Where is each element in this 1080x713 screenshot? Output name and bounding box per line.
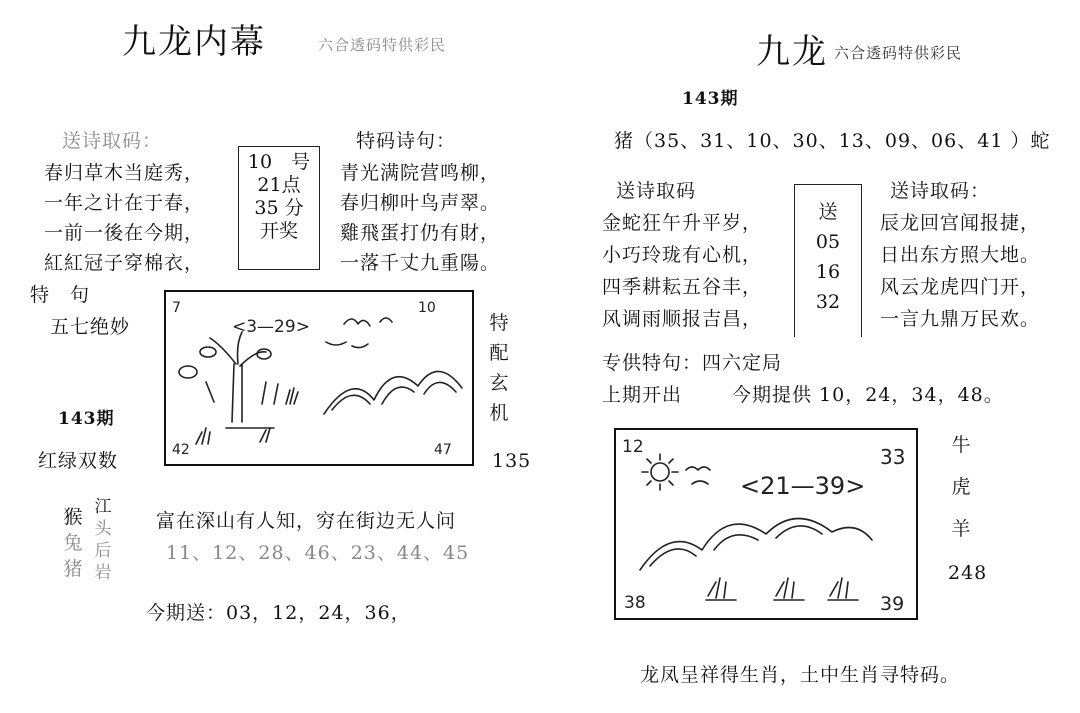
tree-trunk <box>232 364 242 422</box>
bird-scribble <box>686 467 710 484</box>
te-pei-char-4: 机 <box>489 402 509 424</box>
leaf <box>200 347 216 357</box>
left-title: 九龙内幕 <box>122 22 266 62</box>
right-sketch-top-left: 12 <box>622 437 644 457</box>
jiang-char-1: 江 <box>94 497 112 517</box>
right-send-label-right: 送诗取码： <box>890 180 991 202</box>
send-box-label: 送 <box>818 201 838 223</box>
sun-rays <box>642 454 678 490</box>
send-box-number-3: 32 <box>815 291 841 313</box>
saying-text: 富在深山有人知，穷在街边无人问 <box>156 510 457 532</box>
te-pei-char-1: 特 <box>489 312 509 334</box>
right-issue: 143期 <box>682 89 739 109</box>
right-poem-right-4: 一言九鼎万民欢。 <box>880 308 1041 330</box>
te-pei-char-2: 配 <box>489 342 509 364</box>
left-sketch-drawing <box>166 292 472 464</box>
leaf <box>257 349 271 359</box>
right-footer: 龙凤呈祥得生肖，土中生肖寻特码。 <box>640 664 961 686</box>
left-sketch-range: <3—29> <box>232 317 310 337</box>
left-sketch-bottom-left: 42 <box>172 442 190 458</box>
right-poem-right-2: 日出东方照大地。 <box>880 244 1041 266</box>
saying-numbers: 11、12、28、46、23、44、45 <box>166 542 470 564</box>
right-poem-right-3: 风云龙虎四门开， <box>880 276 1041 298</box>
left-sketch-bottom-right: 47 <box>434 442 452 458</box>
right-sketch-top-right: 33 <box>880 445 906 469</box>
left-poem-right-1: 青光满院营鸣柳， <box>340 162 501 184</box>
last-open-label: 上期开出 <box>602 384 683 406</box>
right-poem-left-1: 金蛇狂午升平岁， <box>602 212 763 234</box>
left-issue: 143期 <box>58 409 115 429</box>
te-ju-label: 特 句 <box>30 284 91 306</box>
right-title-sub: 六合透码特供彩民 <box>834 44 963 62</box>
te-pei-char-3: 玄 <box>489 372 509 394</box>
sprout <box>706 578 736 600</box>
sprout <box>196 428 210 444</box>
special-line: 专供特句：四六定局 <box>602 352 783 374</box>
wuqi-label: 五七绝妙 <box>50 316 131 338</box>
left-poem-right-2: 春归柳叶鸟声翠。 <box>340 192 501 214</box>
leaf <box>179 366 197 378</box>
sprout <box>286 388 298 404</box>
animal-monkey: 猴 <box>63 506 83 528</box>
sprout <box>774 578 804 600</box>
draw-time-hour: 21点 <box>257 174 301 196</box>
draw-time-label: 开奖 <box>259 220 298 242</box>
jiang-char-3: 后 <box>94 541 112 561</box>
right-sketch-drawing <box>616 430 916 618</box>
right-send-box <box>794 184 862 337</box>
left-poem-line-4: 紅紅冠子穿棉衣， <box>44 252 205 274</box>
bird-scribble <box>344 319 370 326</box>
mountain-lines <box>332 382 456 410</box>
left-send-label: 送诗取码： <box>62 130 163 152</box>
right-poem-left-4: 风调雨顺报吉昌， <box>602 308 763 330</box>
bird-scribble <box>380 318 392 322</box>
left-poem-right-3: 雞飛蛋打仍有財， <box>340 222 501 244</box>
hong-lv-label: 红绿双数 <box>38 450 119 472</box>
left-poem-right-4: 一落千丈九重陽。 <box>340 252 501 274</box>
pig-snake-numbers: 猪（35、31、10、30、13、09、06、41 ）蛇 <box>614 130 1051 152</box>
send-box-number-2: 16 <box>815 261 841 283</box>
left-poem-line-1: 春归草木当庭秀， <box>44 162 205 184</box>
right-animals-value: 248 <box>948 562 988 584</box>
te-pei-value: 135 <box>492 450 532 472</box>
bird-scribble <box>326 342 368 348</box>
right-send-label-left: 送诗取码 <box>616 180 697 202</box>
sprout <box>260 428 270 442</box>
draw-time-minute: 35 分 <box>254 197 304 219</box>
right-poem-right-1: 辰龙回宫闻报捷， <box>880 212 1041 234</box>
left-poem-line-2: 一年之计在于春， <box>44 192 205 214</box>
te-pei-xuan-ji <box>488 308 510 428</box>
left-sketch-frame <box>164 290 474 466</box>
right-sketch-bottom-right: 39 <box>880 593 905 615</box>
jiang-char-4: 岩 <box>94 563 112 583</box>
sprout <box>828 578 858 600</box>
jiang-char-2: 头 <box>94 519 112 539</box>
mountain-outline <box>324 371 462 414</box>
right-poem-left-3: 四季耕耘五谷丰， <box>602 276 763 298</box>
right-sketch-range: <21—39> <box>740 472 866 500</box>
jiang-column <box>92 496 114 584</box>
draw-time-date: 10 号 <box>247 151 311 173</box>
left-animals-column <box>62 504 84 582</box>
mountain-outline <box>640 518 872 570</box>
right-sketch-frame <box>614 428 918 620</box>
left-poem-line-3: 一前一後在今期， <box>44 222 205 244</box>
animal-ox: 牛 <box>951 434 971 456</box>
animal-rabbit: 兔 <box>63 532 83 554</box>
animal-tiger: 虎 <box>951 476 971 498</box>
left-poem-label: 特码诗句： <box>356 130 457 152</box>
send-box-number-1: 05 <box>815 231 841 253</box>
right-animals-column <box>950 424 972 550</box>
left-sketch-top-right: 10 <box>418 300 436 316</box>
mountain-lines <box>650 526 822 566</box>
right-title: 九龙 <box>756 32 828 72</box>
right-poem-left-2: 小巧玲珑有心机， <box>602 244 763 266</box>
right-sketch-bottom-left: 38 <box>624 593 646 613</box>
tree-branches <box>210 332 266 366</box>
left-title-sub: 六合透码特供彩民 <box>318 36 447 54</box>
sun-icon <box>651 463 669 481</box>
left-sketch-top-left: 7 <box>172 300 181 316</box>
draw-time-box <box>238 146 320 270</box>
today-send: 今期送：03，12，24，36， <box>146 602 411 624</box>
animal-goat: 羊 <box>951 518 971 540</box>
animal-pig: 猪 <box>63 558 83 580</box>
today-provide: 今期提供 10，24，34，48。 <box>732 384 1004 406</box>
